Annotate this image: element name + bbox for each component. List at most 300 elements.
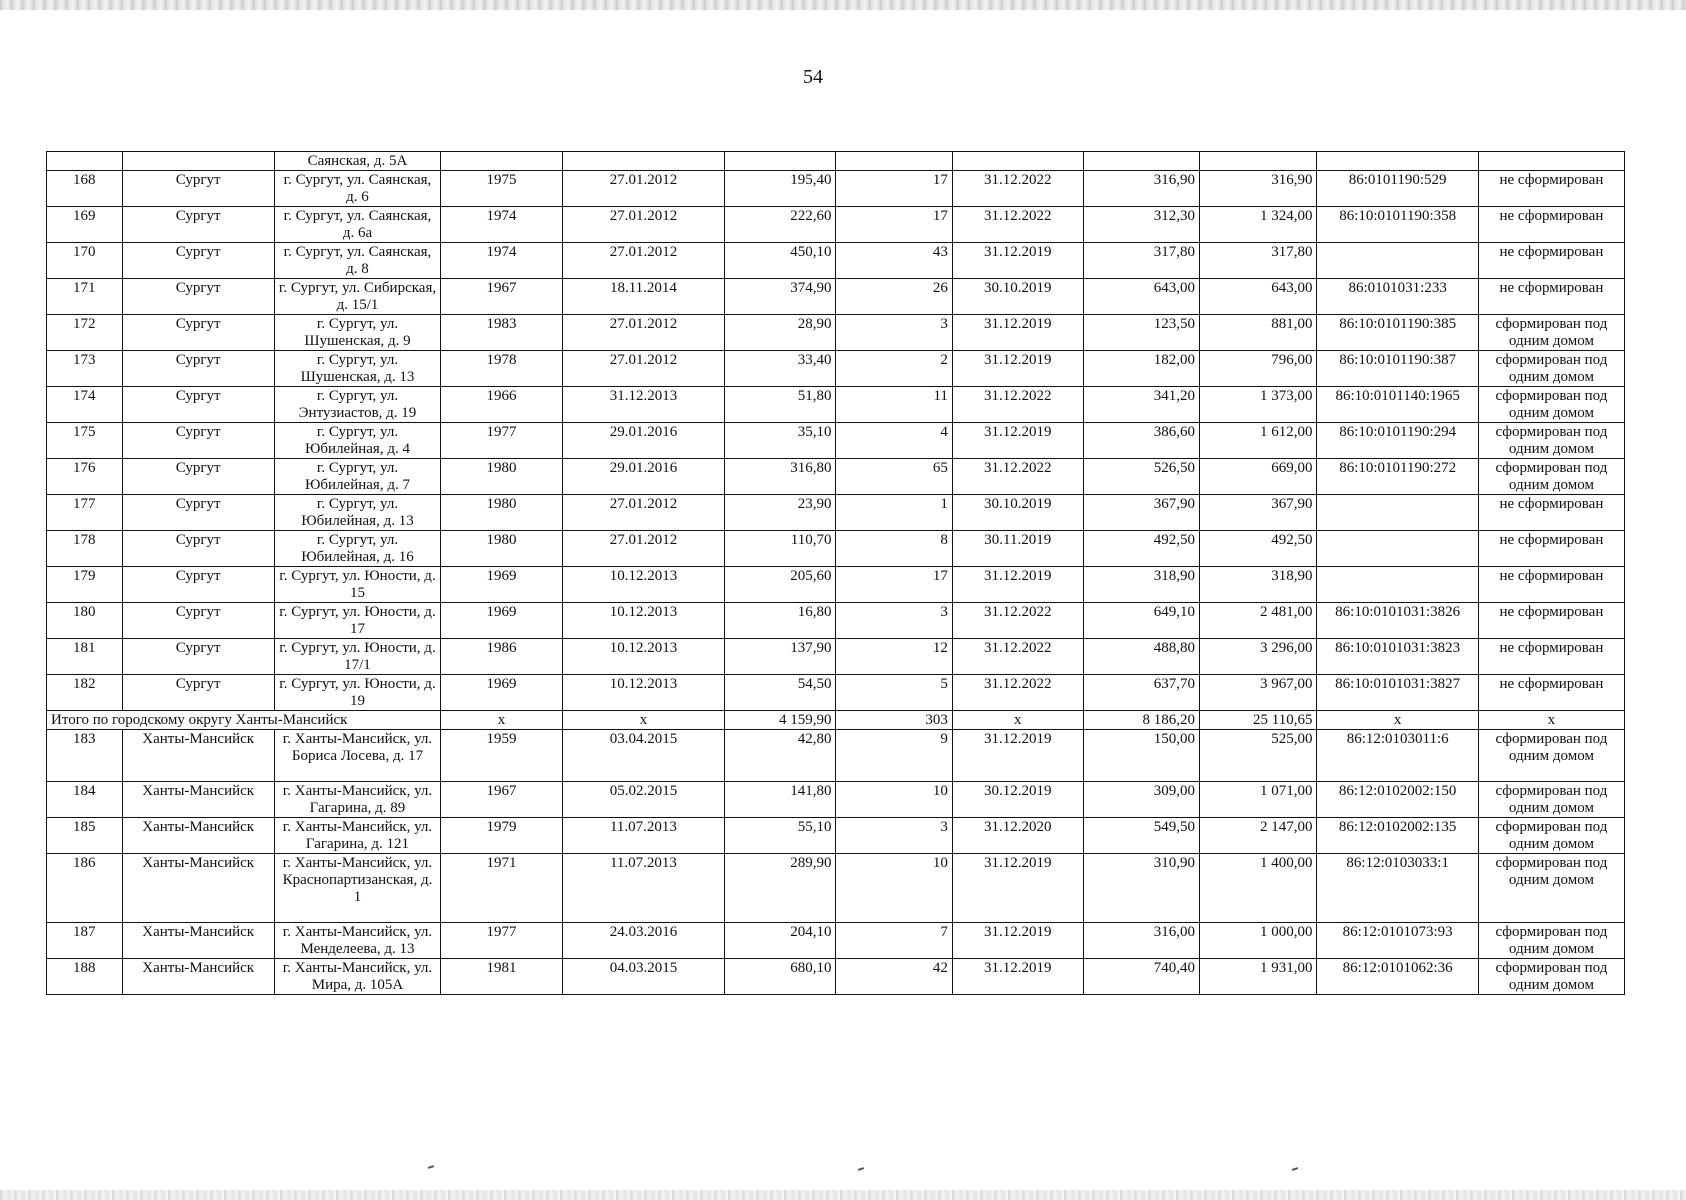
address-cell: г. Сургут, ул. Юбилейная, д. 13 [274, 495, 440, 531]
date-cell: 27.01.2012 [562, 243, 724, 279]
total-year: x [441, 711, 563, 730]
deadline-cell: 31.12.2019 [952, 351, 1083, 387]
address-cell: г. Сургут, ул. Юности, д. 17 [274, 603, 440, 639]
total-cell: 2 147,00 [1200, 818, 1317, 854]
area-cell: 35,10 [725, 423, 836, 459]
scan-edge-bottom [0, 1190, 1686, 1200]
cadastral-number-cell: 86:10:0101190:272 [1317, 459, 1478, 495]
deadline-cell [952, 152, 1083, 171]
address-cell: г. Сургут, ул. Юности, д. 17/1 [274, 639, 440, 675]
table-row [47, 279, 1625, 315]
cost-cell: 740,40 [1083, 959, 1199, 995]
total-count: 303 [836, 711, 952, 730]
year-built-cell: 1967 [441, 782, 563, 818]
total-cell [1200, 152, 1317, 171]
table-row [47, 959, 1625, 995]
table-row [47, 387, 1625, 423]
date-cell: 18.11.2014 [562, 279, 724, 315]
city-cell: Сургут [122, 603, 274, 639]
city-cell: Ханты-Мансийск [122, 782, 274, 818]
year-built-cell: 1974 [441, 207, 563, 243]
table-row [47, 152, 1625, 171]
address-cell: г. Сургут, ул. Шушенская, д. 9 [274, 315, 440, 351]
city-cell: Сургут [122, 531, 274, 567]
date-cell: 27.01.2012 [562, 315, 724, 351]
residents-count-cell: 2 [836, 351, 952, 387]
row-number: 187 [47, 923, 123, 959]
total-cell: 525,00 [1200, 730, 1317, 782]
total-status: x [1478, 711, 1624, 730]
total-date: x [562, 711, 724, 730]
date-cell: 10.12.2013 [562, 675, 724, 711]
row-number: 178 [47, 531, 123, 567]
area-cell: 137,90 [725, 639, 836, 675]
table-row [47, 818, 1625, 854]
cost-cell: 637,70 [1083, 675, 1199, 711]
total-area: 4 159,90 [725, 711, 836, 730]
cadastral-number-cell: 86:12:0102002:135 [1317, 818, 1478, 854]
residents-count-cell [836, 152, 952, 171]
date-cell: 29.01.2016 [562, 459, 724, 495]
residents-count-cell: 43 [836, 243, 952, 279]
row-number: 170 [47, 243, 123, 279]
table-row [47, 495, 1625, 531]
residents-count-cell: 10 [836, 782, 952, 818]
total-cell: 492,50 [1200, 531, 1317, 567]
land-status-cell: не сформирован [1478, 567, 1624, 603]
address-cell: г. Сургут, ул. Сибирская, д. 15/1 [274, 279, 440, 315]
cost-cell: 367,90 [1083, 495, 1199, 531]
residents-count-cell: 5 [836, 675, 952, 711]
year-built-cell [441, 152, 563, 171]
cost-cell: 309,00 [1083, 782, 1199, 818]
scan-mark [1292, 1167, 1298, 1171]
date-cell: 10.12.2013 [562, 603, 724, 639]
land-status-cell: не сформирован [1478, 495, 1624, 531]
total-cell: 367,90 [1200, 495, 1317, 531]
cadastral-number-cell: 86:10:0101190:358 [1317, 207, 1478, 243]
area-cell: 23,90 [725, 495, 836, 531]
address-cell: г. Ханты-Мансийск, ул. Мира, д. 105А [274, 959, 440, 995]
land-status-cell: сформирован под одним домом [1478, 387, 1624, 423]
address-cell: г. Сургут, ул. Юбилейная, д. 16 [274, 531, 440, 567]
residents-count-cell: 11 [836, 387, 952, 423]
area-cell: 316,80 [725, 459, 836, 495]
deadline-cell: 31.12.2020 [952, 818, 1083, 854]
row-number: 177 [47, 495, 123, 531]
cadastral-number-cell: 86:12:0103033:1 [1317, 854, 1478, 923]
total-cell: 1 612,00 [1200, 423, 1317, 459]
total-cell: 1 000,00 [1200, 923, 1317, 959]
area-cell: 204,10 [725, 923, 836, 959]
date-cell [562, 152, 724, 171]
city-cell: Сургут [122, 351, 274, 387]
residents-count-cell: 10 [836, 854, 952, 923]
city-cell: Ханты-Мансийск [122, 730, 274, 782]
table-row [47, 730, 1625, 782]
total-cell: 3 296,00 [1200, 639, 1317, 675]
deadline-cell: 31.12.2019 [952, 243, 1083, 279]
table-body-surgut [47, 152, 1625, 711]
residents-count-cell: 26 [836, 279, 952, 315]
table-row [47, 567, 1625, 603]
cost-cell: 312,30 [1083, 207, 1199, 243]
year-built-cell: 1981 [441, 959, 563, 995]
row-number: 179 [47, 567, 123, 603]
row-number: 182 [47, 675, 123, 711]
year-built-cell: 1978 [441, 351, 563, 387]
cost-cell: 316,00 [1083, 923, 1199, 959]
row-number: 180 [47, 603, 123, 639]
city-cell: Сургут [122, 423, 274, 459]
table-row [47, 782, 1625, 818]
cost-cell: 316,90 [1083, 171, 1199, 207]
deadline-cell: 31.12.2022 [952, 603, 1083, 639]
year-built-cell: 1971 [441, 854, 563, 923]
total-cell: 1 071,00 [1200, 782, 1317, 818]
land-status-cell: не сформирован [1478, 639, 1624, 675]
land-status-cell: сформирован под одним домом [1478, 959, 1624, 995]
date-cell: 03.04.2015 [562, 730, 724, 782]
cost-cell: 182,00 [1083, 351, 1199, 387]
residents-count-cell: 42 [836, 959, 952, 995]
area-cell: 141,80 [725, 782, 836, 818]
deadline-cell: 30.10.2019 [952, 279, 1083, 315]
city-cell: Сургут [122, 495, 274, 531]
land-status-cell: не сформирован [1478, 603, 1624, 639]
address-cell: г. Сургут, ул. Саянская, д. 6 [274, 171, 440, 207]
cadastral-number-cell: 86:10:0101190:387 [1317, 351, 1478, 387]
year-built-cell: 1974 [441, 243, 563, 279]
address-cell: г. Сургут, ул. Юности, д. 15 [274, 567, 440, 603]
address-cell: г. Сургут, ул. Юности, д. 19 [274, 675, 440, 711]
cadastral-number-cell [1317, 567, 1478, 603]
address-cell: г. Ханты-Мансийск, ул. Менделеева, д. 13 [274, 923, 440, 959]
row-number: 174 [47, 387, 123, 423]
cost-cell: 318,90 [1083, 567, 1199, 603]
deadline-cell: 31.12.2022 [952, 639, 1083, 675]
residents-count-cell: 65 [836, 459, 952, 495]
year-built-cell: 1980 [441, 531, 563, 567]
deadline-cell: 30.11.2019 [952, 531, 1083, 567]
city-cell: Ханты-Мансийск [122, 818, 274, 854]
deadline-cell: 31.12.2022 [952, 387, 1083, 423]
city-cell: Сургут [122, 315, 274, 351]
city-cell: Сургут [122, 387, 274, 423]
date-cell: 29.01.2016 [562, 423, 724, 459]
year-built-cell: 1969 [441, 567, 563, 603]
date-cell: 11.07.2013 [562, 854, 724, 923]
total-cost: 8 186,20 [1083, 711, 1199, 730]
area-cell: 289,90 [725, 854, 836, 923]
date-cell: 24.03.2016 [562, 923, 724, 959]
scan-edge-top [0, 0, 1686, 10]
total-cell: 1 400,00 [1200, 854, 1317, 923]
table-row [47, 315, 1625, 351]
row-number: 171 [47, 279, 123, 315]
land-status-cell: сформирован под одним домом [1478, 423, 1624, 459]
table-row [47, 639, 1625, 675]
cost-cell: 643,00 [1083, 279, 1199, 315]
address-cell: г. Ханты-Мансийск, ул. Краснопартизанская, д. 1 [274, 854, 440, 923]
cost-cell: 492,50 [1083, 531, 1199, 567]
residents-count-cell: 1 [836, 495, 952, 531]
year-built-cell: 1980 [441, 495, 563, 531]
date-cell: 27.01.2012 [562, 351, 724, 387]
deadline-cell: 31.12.2019 [952, 567, 1083, 603]
table-row [47, 171, 1625, 207]
cost-cell: 341,20 [1083, 387, 1199, 423]
city-cell: Ханты-Мансийск [122, 959, 274, 995]
total-cadastral: x [1317, 711, 1478, 730]
deadline-cell: 31.12.2022 [952, 675, 1083, 711]
land-status-cell: сформирован под одним домом [1478, 315, 1624, 351]
land-status-cell: сформирован под одним домом [1478, 782, 1624, 818]
deadline-cell: 31.12.2019 [952, 423, 1083, 459]
area-cell: 450,10 [725, 243, 836, 279]
table-row [47, 854, 1625, 923]
total-cell: 2 481,00 [1200, 603, 1317, 639]
cadastral-number-cell [1317, 243, 1478, 279]
total-row [47, 711, 1625, 730]
date-cell: 11.07.2013 [562, 818, 724, 854]
row-number: 183 [47, 730, 123, 782]
address-cell: г. Сургут, ул. Юбилейная, д. 7 [274, 459, 440, 495]
date-cell: 31.12.2013 [562, 387, 724, 423]
row-number: 181 [47, 639, 123, 675]
page-number: 54 [803, 66, 823, 88]
deadline-cell: 31.12.2019 [952, 923, 1083, 959]
deadline-cell: 31.12.2022 [952, 171, 1083, 207]
total-cell: 3 967,00 [1200, 675, 1317, 711]
year-built-cell: 1959 [441, 730, 563, 782]
table-row [47, 923, 1625, 959]
land-status-cell [1478, 152, 1624, 171]
scan-mark [428, 1165, 434, 1169]
date-cell: 27.01.2012 [562, 531, 724, 567]
address-cell: г. Ханты-Мансийск, ул. Гагарина, д. 121 [274, 818, 440, 854]
city-cell: Ханты-Мансийск [122, 923, 274, 959]
area-cell: 33,40 [725, 351, 836, 387]
area-cell: 205,60 [725, 567, 836, 603]
table-row [47, 603, 1625, 639]
address-cell: г. Ханты-Мансийск, ул. Бориса Лосева, д. 17 [274, 730, 440, 782]
row-number: 169 [47, 207, 123, 243]
row-number: 173 [47, 351, 123, 387]
total-sum: 25 110,65 [1200, 711, 1317, 730]
address-cell: г. Сургут, ул. Юбилейная, д. 4 [274, 423, 440, 459]
cost-cell [1083, 152, 1199, 171]
year-built-cell: 1977 [441, 423, 563, 459]
residents-count-cell: 3 [836, 603, 952, 639]
cadastral-number-cell: 86:10:0101140:1965 [1317, 387, 1478, 423]
deadline-cell: 30.10.2019 [952, 495, 1083, 531]
area-cell: 110,70 [725, 531, 836, 567]
cadastral-number-cell: 86:12:0103011:6 [1317, 730, 1478, 782]
cadastral-number-cell: 86:12:0101073:93 [1317, 923, 1478, 959]
cadastral-number-cell: 86:0101031:233 [1317, 279, 1478, 315]
city-cell: Ханты-Мансийск [122, 854, 274, 923]
city-cell [122, 152, 274, 171]
residents-count-cell: 12 [836, 639, 952, 675]
address-cell: г. Сургут, ул. Шушенская, д. 13 [274, 351, 440, 387]
land-status-cell: не сформирован [1478, 207, 1624, 243]
area-cell [725, 152, 836, 171]
table-row [47, 243, 1625, 279]
year-built-cell: 1975 [441, 171, 563, 207]
total-cell: 881,00 [1200, 315, 1317, 351]
date-cell: 10.12.2013 [562, 567, 724, 603]
cost-cell: 386,60 [1083, 423, 1199, 459]
row-number: 184 [47, 782, 123, 818]
area-cell: 42,80 [725, 730, 836, 782]
area-cell: 680,10 [725, 959, 836, 995]
land-status-cell: сформирован под одним домом [1478, 854, 1624, 923]
row-number: 168 [47, 171, 123, 207]
cadastral-number-cell: 86:10:0101031:3827 [1317, 675, 1478, 711]
total-cell: 317,80 [1200, 243, 1317, 279]
cost-cell: 123,50 [1083, 315, 1199, 351]
table-row [47, 675, 1625, 711]
land-status-cell: сформирован под одним домом [1478, 351, 1624, 387]
deadline-cell: 31.12.2022 [952, 207, 1083, 243]
city-cell: Сургут [122, 207, 274, 243]
cadastral-number-cell: 86:10:0101031:3823 [1317, 639, 1478, 675]
cadastral-number-cell: 86:12:0102002:150 [1317, 782, 1478, 818]
cadastral-number-cell [1317, 152, 1478, 171]
address-cell: г. Сургут, ул. Энтузиастов, д. 19 [274, 387, 440, 423]
year-built-cell: 1967 [441, 279, 563, 315]
area-cell: 51,80 [725, 387, 836, 423]
land-status-cell: не сформирован [1478, 531, 1624, 567]
residents-count-cell: 8 [836, 531, 952, 567]
city-cell: Сургут [122, 567, 274, 603]
row-number [47, 152, 123, 171]
cost-cell: 317,80 [1083, 243, 1199, 279]
residents-count-cell: 17 [836, 207, 952, 243]
land-status-cell: сформирован под одним домом [1478, 818, 1624, 854]
cost-cell: 549,50 [1083, 818, 1199, 854]
residents-count-cell: 4 [836, 423, 952, 459]
total-cell: 1 931,00 [1200, 959, 1317, 995]
land-status-cell: сформирован под одним домом [1478, 923, 1624, 959]
area-cell: 28,90 [725, 315, 836, 351]
year-built-cell: 1969 [441, 675, 563, 711]
date-cell: 27.01.2012 [562, 207, 724, 243]
date-cell: 10.12.2013 [562, 639, 724, 675]
year-built-cell: 1980 [441, 459, 563, 495]
cost-cell: 488,80 [1083, 639, 1199, 675]
year-built-cell: 1983 [441, 315, 563, 351]
address-cell: Саянская, д. 5А [274, 152, 440, 171]
table-row [47, 423, 1625, 459]
cadastral-number-cell: 86:10:0101031:3826 [1317, 603, 1478, 639]
total-cell: 1 324,00 [1200, 207, 1317, 243]
row-number: 186 [47, 854, 123, 923]
year-built-cell: 1977 [441, 923, 563, 959]
deadline-cell: 31.12.2022 [952, 459, 1083, 495]
registry-table [46, 151, 1625, 995]
table-row [47, 531, 1625, 567]
date-cell: 27.01.2012 [562, 171, 724, 207]
city-cell: Сургут [122, 639, 274, 675]
total-label: Итого по городскому округу Ханты-Мансийск [47, 711, 441, 730]
row-number: 185 [47, 818, 123, 854]
address-cell: г. Ханты-Мансийск, ул. Гагарина, д. 89 [274, 782, 440, 818]
total-cell: 643,00 [1200, 279, 1317, 315]
residents-count-cell: 9 [836, 730, 952, 782]
year-built-cell: 1969 [441, 603, 563, 639]
cost-cell: 310,90 [1083, 854, 1199, 923]
residents-count-cell: 17 [836, 171, 952, 207]
total-cell: 318,90 [1200, 567, 1317, 603]
deadline-cell: 30.12.2019 [952, 782, 1083, 818]
deadline-cell: 31.12.2019 [952, 315, 1083, 351]
cadastral-number-cell: 86:10:0101190:385 [1317, 315, 1478, 351]
year-built-cell: 1979 [441, 818, 563, 854]
address-cell: г. Сургут, ул. Саянская, д. 8 [274, 243, 440, 279]
city-cell: Сургут [122, 171, 274, 207]
year-built-cell: 1986 [441, 639, 563, 675]
land-status-cell: сформирован под одним домом [1478, 730, 1624, 782]
area-cell: 222,60 [725, 207, 836, 243]
area-cell: 55,10 [725, 818, 836, 854]
total-cell: 796,00 [1200, 351, 1317, 387]
table-row [47, 459, 1625, 495]
cadastral-number-cell: 86:12:0101062:36 [1317, 959, 1478, 995]
residents-count-cell: 3 [836, 315, 952, 351]
area-cell: 374,90 [725, 279, 836, 315]
date-cell: 05.02.2015 [562, 782, 724, 818]
land-status-cell: не сформирован [1478, 279, 1624, 315]
total-cell: 1 373,00 [1200, 387, 1317, 423]
table-row [47, 351, 1625, 387]
land-status-cell: не сформирован [1478, 675, 1624, 711]
row-number: 176 [47, 459, 123, 495]
residents-count-cell: 7 [836, 923, 952, 959]
residents-count-cell: 17 [836, 567, 952, 603]
address-cell: г. Сургут, ул. Саянская, д. 6а [274, 207, 440, 243]
table-body-khanty-mansiysk [47, 730, 1625, 995]
cost-cell: 150,00 [1083, 730, 1199, 782]
cadastral-number-cell [1317, 495, 1478, 531]
cadastral-number-cell: 86:0101190:529 [1317, 171, 1478, 207]
land-status-cell: сформирован под одним домом [1478, 459, 1624, 495]
year-built-cell: 1966 [441, 387, 563, 423]
area-cell: 195,40 [725, 171, 836, 207]
total-cell: 669,00 [1200, 459, 1317, 495]
total-cell: 316,90 [1200, 171, 1317, 207]
cadastral-number-cell [1317, 531, 1478, 567]
city-cell: Сургут [122, 243, 274, 279]
residents-count-cell: 3 [836, 818, 952, 854]
area-cell: 16,80 [725, 603, 836, 639]
city-cell: Сургут [122, 459, 274, 495]
area-cell: 54,50 [725, 675, 836, 711]
land-status-cell: не сформирован [1478, 243, 1624, 279]
cost-cell: 526,50 [1083, 459, 1199, 495]
city-cell: Сургут [122, 279, 274, 315]
cadastral-number-cell: 86:10:0101190:294 [1317, 423, 1478, 459]
table-row [47, 207, 1625, 243]
date-cell: 27.01.2012 [562, 495, 724, 531]
cost-cell: 649,10 [1083, 603, 1199, 639]
deadline-cell: 31.12.2019 [952, 959, 1083, 995]
scan-mark [858, 1167, 864, 1171]
total-deadline: x [952, 711, 1083, 730]
deadline-cell: 31.12.2019 [952, 854, 1083, 923]
city-cell: Сургут [122, 675, 274, 711]
